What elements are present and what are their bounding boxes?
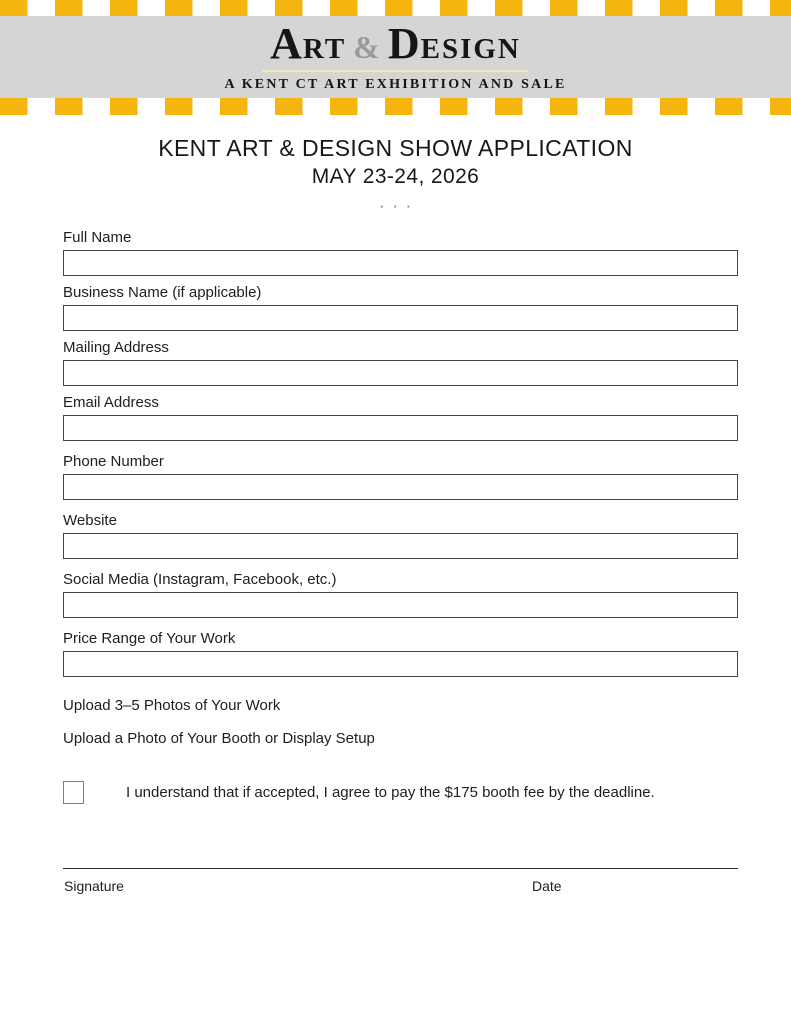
logo-letters-esign: ESIGN [420, 32, 521, 65]
email-address-input[interactable] [63, 415, 738, 441]
logo-letter-a: A [270, 18, 303, 68]
booth-fee-agreement-checkbox[interactable] [63, 781, 84, 804]
mailing-address-input[interactable] [63, 360, 738, 386]
website-input[interactable] [63, 533, 738, 559]
field-phone-number [63, 452, 738, 500]
business-name-input[interactable] [63, 305, 738, 331]
website-label: Website [63, 512, 117, 529]
email-address-label: Email Address [63, 394, 159, 411]
date-label: Date [532, 878, 562, 894]
application-form [63, 228, 738, 908]
checkered-border-top [0, 0, 791, 16]
full-name-label: Full Name [63, 229, 132, 246]
header-banner [0, 16, 791, 98]
phone-number-label: Phone Number [63, 453, 164, 470]
logo-letter-d: D [387, 18, 421, 68]
booth-fee-agreement-text: I understand that if accepted, I agree to pay the $175 booth fee by the deadline. [126, 783, 655, 801]
upload-booth-photo-note: Upload a Photo of Your Booth or Display Setup [63, 730, 375, 747]
field-business-name [63, 283, 738, 331]
event-dates: MAY 23-24, 2026 [311, 165, 480, 188]
social-media-input[interactable] [63, 592, 738, 618]
dots-separator: ··· [380, 199, 420, 214]
field-website [63, 511, 738, 559]
phone-number-input[interactable] [63, 474, 738, 500]
price-range-label: Price Range of Your Work [63, 630, 236, 647]
mailing-address-label: Mailing Address [63, 339, 169, 356]
logo-ampersand: & [353, 28, 381, 65]
checkered-border-bottom [0, 98, 791, 115]
full-name-input[interactable] [63, 250, 738, 276]
agreement-row [63, 781, 738, 804]
price-range-input[interactable] [63, 651, 738, 677]
page-title: KENT ART & DESIGN SHOW APPLICATION [158, 135, 633, 161]
field-mailing-address [63, 338, 738, 386]
logo [262, 18, 529, 72]
signature-label: Signature [64, 878, 124, 894]
logo-tagline: A KENT CT ART EXHIBITION AND SALE [224, 76, 567, 92]
field-email-address [63, 393, 738, 441]
social-media-label: Social Media (Instagram, Facebook, etc.) [63, 571, 337, 588]
field-price-range [63, 629, 738, 677]
upload-photos-note: Upload 3–5 Photos of Your Work [63, 697, 281, 714]
signature-block [63, 868, 738, 908]
logo-letters-rt: RT [302, 32, 347, 65]
business-name-label: Business Name (if applicable) [63, 284, 262, 301]
field-social-media [63, 570, 738, 618]
field-full-name [63, 228, 738, 276]
